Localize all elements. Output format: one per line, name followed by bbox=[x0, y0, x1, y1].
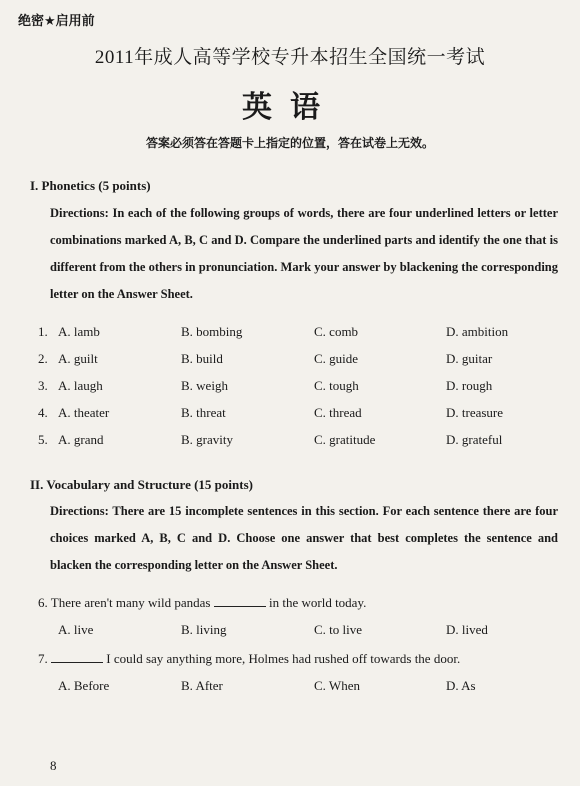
option-a: A. theater bbox=[58, 405, 110, 420]
option-a: A. guilt bbox=[58, 351, 98, 366]
option-c: C. comb bbox=[314, 324, 359, 339]
question-4 bbox=[38, 405, 568, 425]
option-b: B. threat bbox=[181, 405, 226, 420]
subject-title: 英语 bbox=[242, 90, 338, 125]
question-number: 4. bbox=[38, 405, 48, 420]
question-7-options bbox=[38, 678, 568, 698]
stem-before: There aren't many wild pandas bbox=[50, 595, 211, 610]
stem-after: I could say anything more, Holmes had rushed off towards the door. bbox=[106, 651, 461, 666]
confidential-label: 绝密★启用前 bbox=[18, 14, 95, 29]
answer-blank bbox=[214, 595, 266, 607]
answer-blank bbox=[51, 651, 103, 663]
directions-label: Directions: bbox=[50, 504, 109, 518]
question-number: 5. bbox=[38, 432, 48, 447]
option-a: A. live bbox=[58, 622, 94, 637]
option-d: D. As bbox=[446, 678, 476, 693]
option-b: B. living bbox=[181, 622, 227, 637]
option-b: B. weigh bbox=[181, 378, 228, 393]
option-c: C. thread bbox=[314, 405, 362, 420]
option-a: A. Before bbox=[58, 678, 110, 693]
question-6-stem bbox=[38, 595, 366, 611]
question-number: 3. bbox=[38, 378, 48, 393]
question-number: 6. bbox=[38, 595, 48, 610]
question-6-options bbox=[38, 622, 568, 642]
question-1 bbox=[38, 324, 568, 344]
directions-text: In each of the following groups of words, there are four underlined letters or letter combinations marked A, B, C and D. Compare the underlined parts and identify the one that is different from the others in pronunciation. Mark your answer by blackening the corresponding letter on the Answer Sheet. bbox=[50, 206, 558, 301]
question-3 bbox=[38, 378, 568, 398]
stem-after: in the world today. bbox=[269, 595, 367, 610]
question-number: 7. bbox=[38, 651, 48, 666]
option-c: C. to live bbox=[314, 622, 363, 637]
question-number: 1. bbox=[38, 324, 48, 339]
option-d: D. ambition bbox=[446, 324, 509, 339]
option-d: D. guitar bbox=[446, 351, 493, 366]
option-c: C. gratitude bbox=[314, 432, 376, 447]
option-d: D. treasure bbox=[446, 405, 504, 420]
option-c: C. When bbox=[314, 678, 360, 693]
page-number: 8 bbox=[50, 758, 57, 773]
section-1-directions bbox=[50, 200, 558, 308]
option-a: A. grand bbox=[58, 432, 104, 447]
directions-label: Directions: bbox=[50, 206, 109, 220]
option-d: D. rough bbox=[446, 378, 493, 393]
option-d: D. grateful bbox=[446, 432, 503, 447]
option-b: B. bombing bbox=[181, 324, 243, 339]
option-a: A. laugh bbox=[58, 378, 103, 393]
option-b: B. After bbox=[181, 678, 223, 693]
exam-title: 2011年成人高等学校专升本招生全国统一考试 bbox=[94, 47, 486, 68]
question-5 bbox=[38, 432, 568, 452]
directions-text: There are 15 incomplete sentences in this section. For each sentence there are four choices marked A, B, C and D. Choose one answer that best completes the sentence and blacken the corresponding letter on the Answer Sheet. bbox=[50, 504, 558, 572]
option-d: D. lived bbox=[446, 622, 488, 637]
question-2 bbox=[38, 351, 568, 371]
option-b: B. build bbox=[181, 351, 223, 366]
answer-notice: 答案必须答在答题卡上指定的位置，答在试卷上无效。 bbox=[145, 136, 434, 150]
option-c: C. tough bbox=[314, 378, 359, 393]
option-a: A. lamb bbox=[58, 324, 100, 339]
section-1-heading: I. Phonetics (5 points) bbox=[30, 178, 151, 193]
section-2-heading: II. Vocabulary and Structure (15 points) bbox=[30, 477, 253, 492]
question-number: 2. bbox=[38, 351, 48, 366]
section-2-directions bbox=[50, 498, 558, 579]
option-c: C. guide bbox=[314, 351, 359, 366]
option-b: B. gravity bbox=[181, 432, 233, 447]
question-7-stem bbox=[38, 651, 460, 667]
